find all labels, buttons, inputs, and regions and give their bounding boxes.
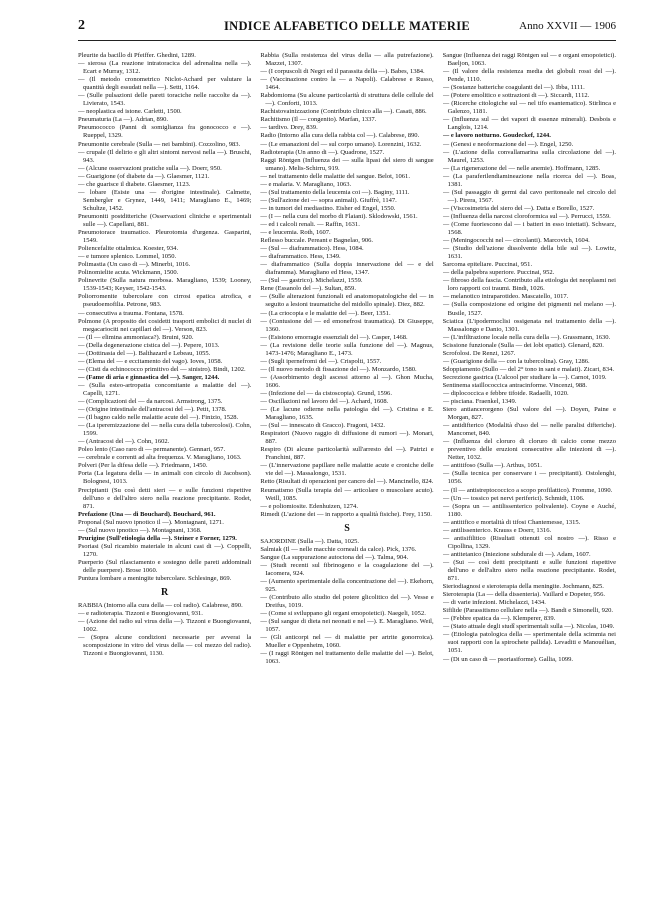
index-entry: — cerebrale e correnti ad alta frequenza. V. Maragliano, 1063. [78, 454, 242, 462]
index-entry: — Guarigione (of diabete da —). Glaesmer, 1121. [78, 172, 210, 180]
index-entry: — (Contusione del — ed emonefrosi traumatica). Di Giuseppe, 1360. [260, 317, 434, 333]
index-entry: — (La iperemizzazione del — nella cura della tubercolosi). Cohn, 1599. [78, 422, 252, 438]
index-entry: — (Infezione del — da cistoscopia). Grund, 1596. [260, 389, 392, 397]
index-entry: — (Influenza della narcosi cloroformica sul —). Perrucci, 1559. [442, 212, 611, 220]
index-entry: Secrezione gastrica (L'alcool per studiare la —). Carnot, 1019. [442, 373, 607, 381]
index-entry: — (Di un caso di — psoriasiforme). Gallia, 1099. [442, 655, 574, 663]
index-entry: — che guarisce il diabete. Glaesmer, 1123. [78, 180, 191, 188]
index-entry: — (Il metodo cronometrico Niclot-Achard per valutare la quantità degli essudati nella —). Setti, 1164. [78, 76, 252, 92]
index-entry: — consecutiva a trauma. Fontana, 1578. [78, 309, 184, 317]
index-entry: Polimastia (Un caso di —). Minerbi, 1016. [78, 261, 191, 269]
index-entry: RABBIA (Intorno alla cura della — col radio). Calabrese, 890. [78, 602, 243, 610]
index-entry: Respiro (Di alcune particolarità sull'arresto del —). Patrizi e Franchini, 887. [260, 446, 434, 462]
index-column-middle [260, 52, 433, 892]
index-entry: — e poliomiosite. Edenhuizen, 1274. [260, 502, 358, 510]
index-entry: — pisciana. Fraenkel, 1349. [442, 398, 517, 406]
index-entry: Sciatica (L'ipodermoclisi ossigenata nel trattamento della —). Massalongo e Danio, 1301. [442, 317, 616, 333]
index-entry: — fibroso della fascia. Contributo alla etiologia dei neoplasmi nei loro rapporti coi traumi. Bindi, 1026. [442, 277, 616, 293]
index-entry: Rene (Essanolo del —). Sultan, 859. [260, 285, 356, 293]
index-entry: — (Azione del radio sul virus della —). Tizzoni e Buongiovanni, 1002. [78, 618, 252, 634]
index-entry: — (Sul nuovo ipnotico —). Montagnani, 1368. [78, 526, 202, 534]
index-entry: — (La paraferilendiamineazione nella ricerca del —). Boas, 1381. [442, 172, 616, 188]
index-entry: — antisifilitico (Risultati ottenuti col nostro —). Risso e Cipollina, 1329. [442, 534, 616, 550]
index-entry: Sdoppiamento (Sullo — del 2° tono in sani e malati). Zicari, 834. [442, 365, 615, 373]
index-entry: — antidifterico (Modalità d'uso del — nelle paralisi difteriche). Mancomet, 840. [442, 422, 616, 438]
index-entry: Sentinema staillococcica antracinforme. Vincenzi, 988. [442, 381, 588, 389]
index-entry: — (Il — antistreptococcico a scopo profilattico). Fromme, 1090. [442, 486, 613, 494]
index-entry: — melanotico intraparotideo. Mascatello, 1017. [442, 293, 569, 301]
index-entry: — (Sul sangue di dieta nei neonati e nel —). E. Maragliano. Weil, 1057. [260, 618, 434, 634]
index-entry: — (Assorbimento degli ascessi attorno al —). Ghon Mucha, 1606. [260, 373, 434, 389]
index-entry: — Oscillazioni nel lavoro del —). Achard, 1608. [260, 398, 389, 406]
index-entry: — e lavoro notturno. Goudeckef, 1244. [442, 132, 551, 140]
index-entry: — (Sul — innescato di Gracco). Fragoni, 1432. [260, 422, 386, 430]
index-entry: — (Cisti da echinococco primitivo del — sinistro). Bindi, 1202. [78, 365, 246, 373]
index-entry: — (Influenza del cloruro di cloruro di calcio come mezzo preventivo delle eruzioni consecutive alle iniezioni di —). Netter, 1032. [442, 438, 616, 462]
page-title: INDICE ALFABETICO DELLE MATERIE [223, 19, 471, 33]
index-entry: Sieroterapia (La — della dissenteria). Vaillard e Dopeter, 956. [442, 591, 605, 599]
index-entry: — (Studi recenti sul fibrinogeno e la coagulazione del —). Iacomera, 924. [260, 561, 434, 577]
index-entry: Respiratori (Nuovo raggio di diffusione di rumori —). Monari, 887. [260, 430, 434, 446]
index-entry: Pneumotorace traumatico. Pleurotomia d'urgenza. Gasparini, 1549. [78, 229, 252, 245]
index-entry: — (Alcune osservazioni pratiche sulla —). Doerr, 950. [78, 164, 222, 172]
index-entry: — (La revisione delle teorie sulla funzione del —). Magnus, 1473-1476; Maragliano E., 1473. [260, 341, 434, 357]
index-entry: — (Antracosi del —). Cohn, 1602. [78, 438, 170, 446]
index-entry: — (L'infiltrazione locale nella cura della —). Grassmann, 1630. [442, 333, 611, 341]
index-entry: Poliorromenite tubercolare con cirrosi epatica atrofica, e pseudoemofilia. Petrone, 983. [78, 293, 252, 309]
page-header [78, 14, 616, 41]
index-entry: — (Ricerche citologiche sul — nel tifo esantematico). Stirlinca e Galenzo, 1181. [442, 100, 616, 116]
index-entry: Radio (Intorno alla cura della rabbia col —). Calabrese, 890. [260, 132, 420, 140]
index-entry: — diaframmatico. Hess, 1349. [260, 253, 341, 261]
index-entry: — (Guarigione della — con la tubercolina). Gray, 1286. [442, 357, 590, 365]
index-entry: — (Contributo allo studio del potere glicolitico del —). Vesse e Dreifus, 1019. [260, 594, 434, 610]
index-entry: — (Sulle pulsazioni delle pareti toraciche nelle raccolte da —). Livierato, 1543. [78, 92, 252, 108]
index-entry: — e radioterapia. Tizzoni e Buongiovanni, 931. [78, 610, 203, 618]
index-entry: — (La rigenerazione del — nelle anemie). Hoffmann, 1285. [442, 164, 601, 172]
index-entry: — (Genesi e neoformazione del —). Engel, 1250. [442, 140, 574, 148]
index-column-right [443, 52, 616, 892]
index-entry: — diaframmatico (Sulla doppia innervazione del — e del diaframma). Maragliano ed Hess, 1347. [260, 261, 434, 277]
index-entry: Polveri (Per la difesa delle —). Friedmann, 1450. [78, 462, 208, 470]
index-entry: — e leucemia. Roth, 1607. [260, 229, 331, 237]
section-letter: R [161, 587, 169, 599]
index-entry: Pneumaturia (La —). Adrian, 890. [78, 116, 168, 124]
index-entry: — (Febbre epatica da —). Klemperer, 839. [442, 615, 556, 623]
index-entry: Salmiak (Il — nelle macchie corneali da calce). Pick, 1376. [260, 545, 417, 553]
index-entry: Scrofolosi. De Renzi, 1267. [442, 349, 516, 357]
index-entry: Raggi Röntgen (Influenza dei — sulla lipasi del siero di sangue umano). Melis-Schirru, 919. [260, 156, 434, 172]
index-entry: Sangue (La suppurazione autoctona del —). Talma, 904. [260, 553, 409, 561]
index-entry: — (Sul passaggio di germi dal cavo peritoneale nel circolo del —). Pirera, 1567. [442, 188, 616, 204]
index-entry: — antitifico e mortalità di tifosi Chantemesse, 1315. [442, 518, 581, 526]
index-entry: — (Sostanze batteriche coagulanti del —). Ibba, 1111. [442, 84, 585, 92]
index-entry: Sifilide (Parassitismo cellulare nella —). Bandi e Simonelli, 920. [442, 607, 614, 615]
index-entry: Polinevrite (Sulla natura morbosa. Maragliano, 1539; Looney, 1539-1543; Keyser, 1542-1543. [78, 277, 252, 293]
index-entry: — (Il bagno caldo nelle malattie acute del —). Finizio, 1528. [78, 414, 239, 422]
index-entry: — (Sopra un — antilissenterico polivalente). Coyne e Auché, 1180. [442, 502, 616, 518]
index-entry: — antitifoso (Sulla —). Arthus, 1051. [442, 462, 542, 470]
index-entry: — lobare (Esiste una — d'origine intestinale). Calmette, Sembergler e Grynez, 1449, 1411; Maragliano E., 1469; Schultze, 1452. [78, 188, 252, 212]
index-entry: Prurigine (Sull'etiologia della —). Steiner e Forner, 1279. [78, 534, 237, 542]
index-entry: — e malaria. V. Maragliano, 1063. [260, 180, 352, 188]
index-entry: — (Sulla tecnica per conservare i — precipitanti). Ostolenghi, 1056. [442, 470, 616, 486]
volume-year: Anno XXVII — 1906 [519, 20, 616, 32]
index-entry: Pleurite da bacillo di Pfeiffer. Ghedini, 1289. [78, 52, 196, 59]
index-entry: Rimedi (L'azione dei — in rapporto a qualità fisiche). Frey, 1150. [260, 510, 432, 518]
index-entry: — sierosa (La reazione intratoracica del adrenalina nella —). Ecart e Murray, 1312. [78, 60, 252, 76]
index-entry: — (Influenza sul — dei vapori di essenze minerali). Desbois e Langlois, 1214. [442, 116, 616, 132]
index-entry: Rabbia (Sulla resistenza del virus della — alla putrefazione). Mazzei, 1307. [260, 52, 434, 68]
index-entry: — (Il valore della resistenza media dei globuli rossi del —). Pende, 1110. [442, 68, 616, 84]
index-entry: — della palpebra superiore. Puccinai, 952. [442, 269, 555, 277]
index-entry: Poleo lento (Caso raro di — permanente). Gennari, 957. [78, 446, 226, 454]
index-entry: — (Sul trattamento della leucemia coi —). Baginy, 1111. [260, 188, 410, 196]
index-entry: Prefazione (Una — di Bouchard). Bouchard, 961. [78, 510, 216, 518]
index-entry: — (Vaccinazione contro la — a Napoli). Calabrese e Russo, 1464. [260, 76, 434, 92]
section-letter: S [344, 522, 350, 534]
index-entry: — (Le emanazioni del — sul corpo umano). Lorenzini, 1632. [260, 140, 422, 148]
index-entry: Retto (Risultati di operazioni per cancro del —). Mancinello, 824. [260, 478, 434, 486]
index-entry: — neoplastica ed istone. Carletti, 1500. [78, 108, 182, 116]
index-entry: — di varie infezioni. Michelazzi, 1434. [442, 599, 546, 607]
index-entry: Pneumoniti postditteriche (Osservazioni cliniche e sperimentali sulle —). Capellani, 881. [78, 212, 252, 228]
index-entry: — (Sopra alcune condizioni necessarie per avverai la scomposizione in vitro del virus della — col mezzo del radio). Tizzoni e Buongiovanni, 1130. [78, 634, 252, 658]
index-entry: — (Viscosimetria del siero del —). Datta e Borello, 1527. [442, 204, 595, 212]
index-entry: Puntura lombare a meningite tubercolare. Schlesinge, 869. [78, 575, 232, 583]
index-entry: Puerperio (Sul rilasciamento e sostegno delle pareti addominali delle puerpere). Brose 1060. [78, 558, 252, 574]
index-entry: — antilissenterico. Krauss e Doerr, 1316. [442, 526, 552, 534]
index-entry: — nel trattamento delle malattie del sangue. Belot, 1061. [260, 172, 410, 180]
index-entry: — (Studio dell'azione dissolvente della bile sul —). Lowitz, 1631. [442, 245, 616, 261]
index-entry: — antitetanico (Iniezione subdurale di —). Adam, 1607. [442, 550, 591, 558]
index-entry: — (Sul — diaframmatico). Hess, 1084. [260, 245, 364, 253]
index-entry: Radioterapia (Un anno di —). Quadrone, 1527. [260, 148, 385, 156]
index-entry: Rabdomioma (Su alcune particolarità di struttura delle cellule del —). Conforti, 1013. [260, 92, 434, 108]
index-entry: Porta (La legatura della — in animali con circolo di Jacobson). Bolognesi, 1013. [78, 470, 252, 486]
index-entry: — diplococcica e febbre tifoide. Radaelli, 1020. [442, 389, 569, 397]
index-entry: Precipitanti (Su così detti sieri — e sulle funzioni rispettive dell'uno e dell'altro siero nella reazione precipitante. Rodet, 871. [78, 486, 252, 510]
index-entry: Sangue (Influenza dei raggi Röntgen sul — e organi emopoietici). Baeljon, 1063. [442, 52, 616, 68]
index-entry: Reflesso buccale. Pereant e Bagnelao, 906. [260, 237, 374, 245]
index-entry: — (Meningococchi nel — circolanti). Marcovich, 1604. [442, 237, 590, 245]
index-entry: — crupale (Il delirio e gli altri sintomi nervosi nella —). Bruschi, 943. [78, 148, 252, 164]
index-entry: — (Il — elimina ammoniaca?). Bruini, 920. [78, 333, 194, 341]
index-entry: — (Dottinasia del —). Balthazard e Lebeau, 1055. [78, 349, 211, 357]
index-entry: — (Elema del — e eccitamento del vago). Ioves, 1058. [78, 357, 223, 365]
index-entry: Pneumococco (Panni di somiglianza fra gonococco e —). Rueppel, 1329. [78, 124, 252, 140]
index-entry: — (Il nuovo metodo di fissazione del —). Monzardo, 1580. [260, 365, 417, 373]
index-entry: — (Della degenerazione cistica del —). Pepere, 1013. [78, 341, 220, 349]
index-entry: — (Potere emolitico e sottrazioni di —). Siccardi, 1112. [442, 92, 590, 100]
index-entry: Polmone (A proposito dei cosidetti trasporti embolici di nuclei di megacariociti nei capillari del —). Verson, 823. [78, 317, 252, 333]
index-entry: Poliencefalite ottalmica. Koester, 934. [78, 245, 179, 253]
index-entry: — (Sui — così detti precipitanti e sulle funzioni rispettive dell'uno e dell'altro siero nella reazione precipitante. Rodet, 871. [442, 558, 616, 583]
index-entry: — (Aumento sperimentale della concentrazione del —). Ekehorn, 925. [260, 577, 434, 593]
index-entry: — (Sulla esteo-artropatia concomitante a malattie del —). Capelli, 1271. [78, 381, 252, 397]
index-entry: — (Complicazioni del — da narcosi. Armstrong, 1375. [78, 398, 223, 406]
index-entry: — tardivo. Drey, 839. [260, 124, 318, 132]
index-entry: — (La criocopia e le malattie del —). Beer, 1351. [260, 309, 391, 317]
index-entry: — (Esistono emorragie essenziali del —). Casper, 1468. [260, 333, 408, 341]
index-entry: — (Stato attuale degli studî sperimentali sulla —). Nicolas, 1049. [442, 623, 615, 631]
index-entry: — (Sul — gastrico). Michelazzi, 1559. [260, 277, 363, 285]
index-entry: Rachitismo (Il — congenito). Marfan, 1337. [260, 116, 377, 124]
index-columns [78, 52, 616, 892]
index-entry: — (Sugli ipernefromi del —). Crispolti, 1557. [260, 357, 382, 365]
index-entry: — (Sulla composizione ed origine dei pigmenti nel melano —). Busile, 1527. [442, 301, 616, 317]
index-entry: Psoriasi (Sul ricambio materiale in alcuni casi di —). Coppelli, 1270. [78, 542, 252, 558]
index-entry: — (Come si sviluppano gli organi emopoietici). Naegeli, 1052. [260, 610, 426, 618]
index-entry: — (Sulle alterazioni funzionali ed anatomopatologiche del — in seguito a lesioni traumatiche del midollo spinale). Diez, 882. [260, 293, 434, 309]
index-entry: — (Come fuoriescono dal — i batteri in esso iniettati). Schwarz, 1568. [442, 220, 616, 237]
index-entry: — in tumori del mediastino. Eisher ed Engel, 1550. [260, 204, 396, 212]
index-entry: — (I — nella cura del morbo di Flaiani). Sklodowski, 1561. [260, 212, 418, 220]
index-entry: Proponal (Sul nuovo ipnotico il —). Montagnani, 1271. [78, 518, 224, 526]
index-entry: — ed i calcoli renali. — Raffin, 1631. [260, 220, 360, 228]
index-entry: Scissione funzionale (Sulla — dei lobi epatici). Glenard, 820. [442, 341, 604, 349]
page-number: 2 [78, 18, 85, 33]
index-entry: Pneumonite cerebrale (Sulla — nei bambini). Cozzolino, 983. [78, 140, 241, 148]
index-entry: — (L'innervazione papillare nelle malattie acute e croniche delle vie del —). Massalongo, 1531. [260, 462, 434, 478]
index-entry: — (Gli anticorpi nel — di malattie per artrite gonorroica). Mueller e Oppenheim, 1060. [260, 634, 434, 650]
index-entry: — (Sull'azione dei — sopra animali). Giuffrè, 1147. [260, 196, 397, 204]
index-entry: Rachistovainizzazione (Contributo clinico alla —). Casati, 886. [260, 108, 427, 116]
index-entry: SAJORDINE (Sulla —). Datta, 1025. [260, 537, 360, 545]
index-entry: Siero antiancerorgeno (Sul valore del —). Doyen, Paine e Morgan, 827. [442, 406, 616, 422]
index-entry: Polinomielite acuta. Wickmann, 1500. [78, 269, 179, 277]
index-entry: — (Etiologia patologica della — sperimentale della scimmia nei suoi rapporti con la spirochete pallida). Levaditi e Manouélian, 1051. [442, 631, 616, 655]
index-column-left [78, 52, 251, 892]
index-entry: — e tumore splenico. Lommel, 1050. [78, 253, 177, 261]
index-entry: — (Le lacune odierne nella patologia del —). Cristina e E. Maragliano, 1635. [260, 406, 434, 422]
index-entry: — (Origine intestinale dell'antracosi del —). Petit, 1378. [78, 406, 227, 414]
index-entry: Sarcoma epiteliare. Puccinai, 951. [442, 261, 533, 269]
index-entry: Reumatismo (Sulla terapia del — articolare o muscolare acuto). Weill, 1085. [260, 486, 434, 502]
index-entry: — (I corpuscoli di Negri ed il parassita della —). Babes, 1384. [260, 68, 425, 76]
index-entry: — (I raggi Röntgen nel trattamento delle malattie del —). Belot, 1063. [260, 650, 434, 666]
index-entry: — (L'azione della convallamarina sulla circolazione del —). Maurel, 1253. [442, 148, 616, 164]
index-entry: — (Un — tossico pei nervi periferici). Schmidt, 1106. [442, 494, 585, 502]
index-entry: — (Fame di aria e ginnastica del —). Sanger, 1244. [78, 373, 220, 381]
index-entry: Sieriodiagnosi e sieroterapia della meningite. Jochmann, 825. [442, 583, 604, 591]
